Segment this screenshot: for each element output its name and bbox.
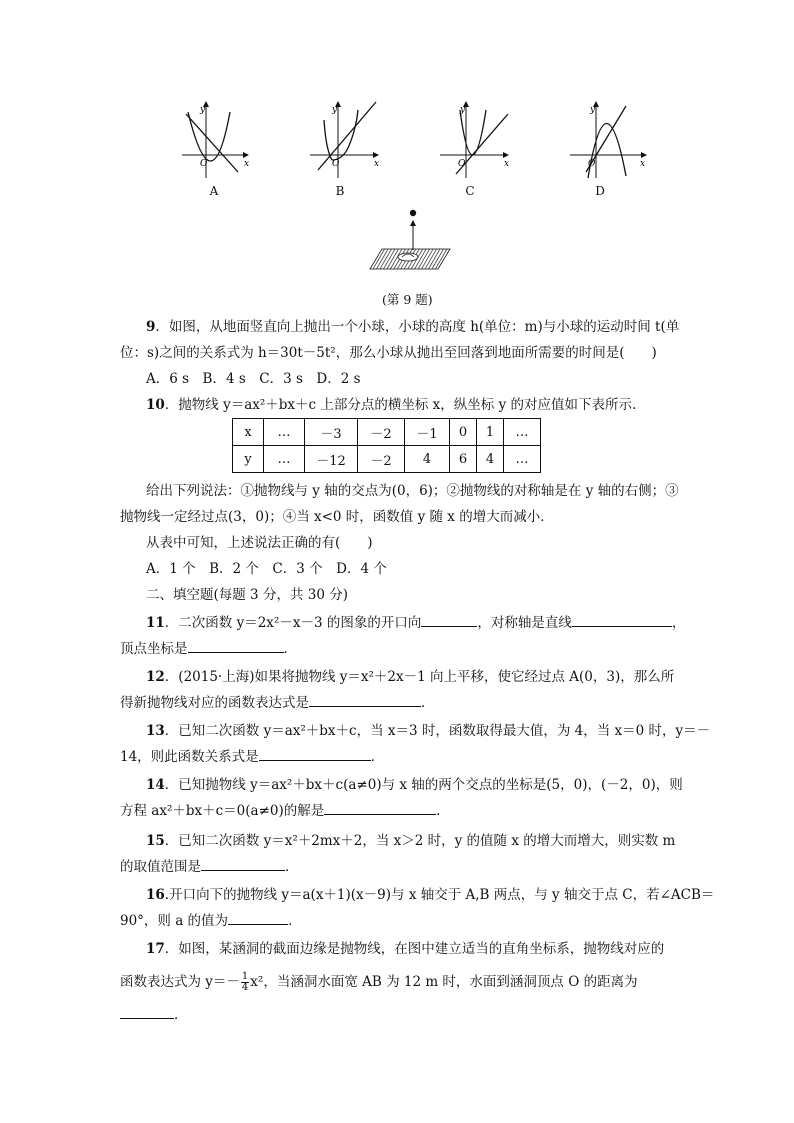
table-cell: … — [264, 446, 305, 473]
table-cell: 4 — [477, 446, 504, 473]
table-cell: … — [264, 419, 305, 446]
svg-text:O: O — [200, 159, 208, 169]
table-row — [233, 419, 541, 446]
table-row — [233, 446, 541, 473]
q17-line2: 函数表达式为 y＝－ $\frac{1}{4}$ x²，当涵洞水面宽 AB 为 12 m 时，水面到涵洞顶点 O 的距离为 — [120, 971, 638, 993]
graph-option-d — [568, 100, 648, 198]
answer-blank[interactable] — [120, 1006, 174, 1019]
section-heading: 二、填空题(每题 3 分，共 30 分) — [146, 587, 348, 603]
graph-label-b: B — [335, 184, 345, 198]
q9-line2: 位：s)之间的关系式为 h＝30t－5t²，那么小球从抛出至回落到地面所需要的时间是( ) — [120, 345, 657, 361]
svg-text:y: y — [590, 105, 596, 115]
q12-line1: 12．(2015·上海)如果将抛物线 y＝x²＋2x－1 向上平移，使它经过点 A(0，3)，那么所 — [146, 669, 675, 685]
q10-statements-line1: 给出下列说法：①抛物线与 y 轴的交点为(0，6)；②抛物线的对称轴是在 y 轴的右侧；③ — [146, 483, 679, 499]
svg-text:O: O — [588, 159, 596, 169]
table-cell: －2 — [358, 446, 405, 473]
q13-line2: 14，则此函数关系式是 ． — [120, 749, 385, 765]
svg-text:x: x — [640, 159, 646, 169]
svg-text:y: y — [460, 105, 466, 115]
table-cell: 6 — [450, 446, 477, 473]
q12-line2: 得新抛物线对应的函数表达式是 ． — [120, 695, 435, 711]
q10-statements-line2: 抛物线一定经过点(3，0)；④当 x<0 时，函数值 y 随 x 的增大而减小． — [120, 509, 554, 525]
table-cell: －2 — [358, 419, 405, 446]
ball-throw-illustration — [368, 205, 458, 279]
q15-line2: 的取值范围是 ． — [120, 859, 299, 875]
svg-text:x: x — [374, 159, 380, 169]
q16-line2: 90°，则 a 的值为 ． — [120, 913, 302, 929]
svg-text:y: y — [200, 105, 206, 115]
q10-intro: 10．抛物线 y＝ax²＋bx＋c 上部分点的横坐标 x，纵坐标 y 的对应值如下表所示. — [146, 397, 637, 413]
graph-option-a — [180, 100, 250, 198]
answer-blank[interactable] — [201, 858, 285, 871]
answer-blank[interactable] — [324, 802, 436, 815]
graph-option-b — [308, 100, 380, 198]
answer-blank[interactable] — [572, 614, 672, 627]
fraction: $\frac{1}{4}$ — [241, 971, 249, 993]
q17-line1: 17．如图，某涵洞的截面边缘是抛物线，在图中建立适当的直角坐标系，抛物线对应的 — [146, 941, 665, 957]
svg-text:O: O — [458, 159, 466, 169]
answer-blank[interactable] — [259, 748, 371, 761]
svg-text:x: x — [244, 159, 250, 169]
q10-options: A．1 个 B．2 个 C．3 个 D．4 个 — [146, 561, 387, 577]
graph-option-c — [438, 100, 510, 198]
q11-line2: 顶点坐标是 ． — [120, 641, 297, 657]
answer-blank[interactable] — [228, 912, 288, 925]
table-cell: … — [504, 419, 541, 446]
svg-text:x: x — [504, 159, 510, 169]
answer-blank[interactable] — [421, 614, 477, 627]
q14-line1: 14．已知抛物线 y＝ax²＋bx＋c(a≠0)与 x 轴的两个交点的坐标是(5，0)，(－2，0)，则 — [146, 777, 683, 793]
svg-text:y: y — [332, 105, 338, 115]
q10-question: 从表中可知，上述说法正确的有( ) — [146, 535, 373, 551]
graph-label-d: D — [595, 184, 605, 198]
table-cell: 1 — [477, 419, 504, 446]
q11-line1: 11．二次函数 y＝2x²－x－3 的图象的开口向 ，对称轴是直线 ， — [146, 615, 686, 631]
graph-label-c: C — [465, 184, 475, 198]
answer-blank[interactable] — [309, 694, 421, 707]
q10-value-table — [232, 418, 541, 473]
svg-text:O: O — [332, 159, 340, 169]
table-cell: x — [233, 419, 264, 446]
graph-label-a: A — [209, 184, 219, 198]
q13-line1: 13．已知二次函数 y＝ax²＋bx＋c，当 x＝3 时，函数取得最大值，为 4，当 x＝0 时，y＝－ — [146, 723, 711, 739]
q9-line1: 9．如图，从地面竖直向上抛出一个小球，小球的高度 h(单位：m)与小球的运动时间 t(单 — [146, 319, 680, 335]
q15-line1: 15．已知二次函数 y＝x²＋2mx＋2，当 x＞2 时，y 的值随 x 的增大而增大，则实数 m — [146, 833, 676, 849]
q17-line3: ． — [120, 1006, 188, 1024]
q16-line1: 16.开口向下的抛物线 y＝a(x＋1)(x－9)与 x 轴交于 A,B 两点，与 y 轴交于点 C，若∠ACB＝ — [146, 887, 715, 903]
answer-blank[interactable] — [188, 640, 284, 653]
table-cell: 4 — [405, 446, 450, 473]
figure-caption: (第 9 题) — [382, 292, 433, 307]
q14-line2: 方程 ax²＋bx＋c＝0(a≠0)的解是 ． — [120, 803, 450, 819]
table-cell: 0 — [450, 419, 477, 446]
table-cell: … — [504, 446, 541, 473]
table-cell: －3 — [305, 419, 358, 446]
table-cell: －12 — [305, 446, 358, 473]
table-cell: －1 — [405, 419, 450, 446]
q9-options: A．6 s B．4 s C．3 s D．2 s — [146, 371, 361, 387]
table-cell: y — [233, 446, 264, 473]
